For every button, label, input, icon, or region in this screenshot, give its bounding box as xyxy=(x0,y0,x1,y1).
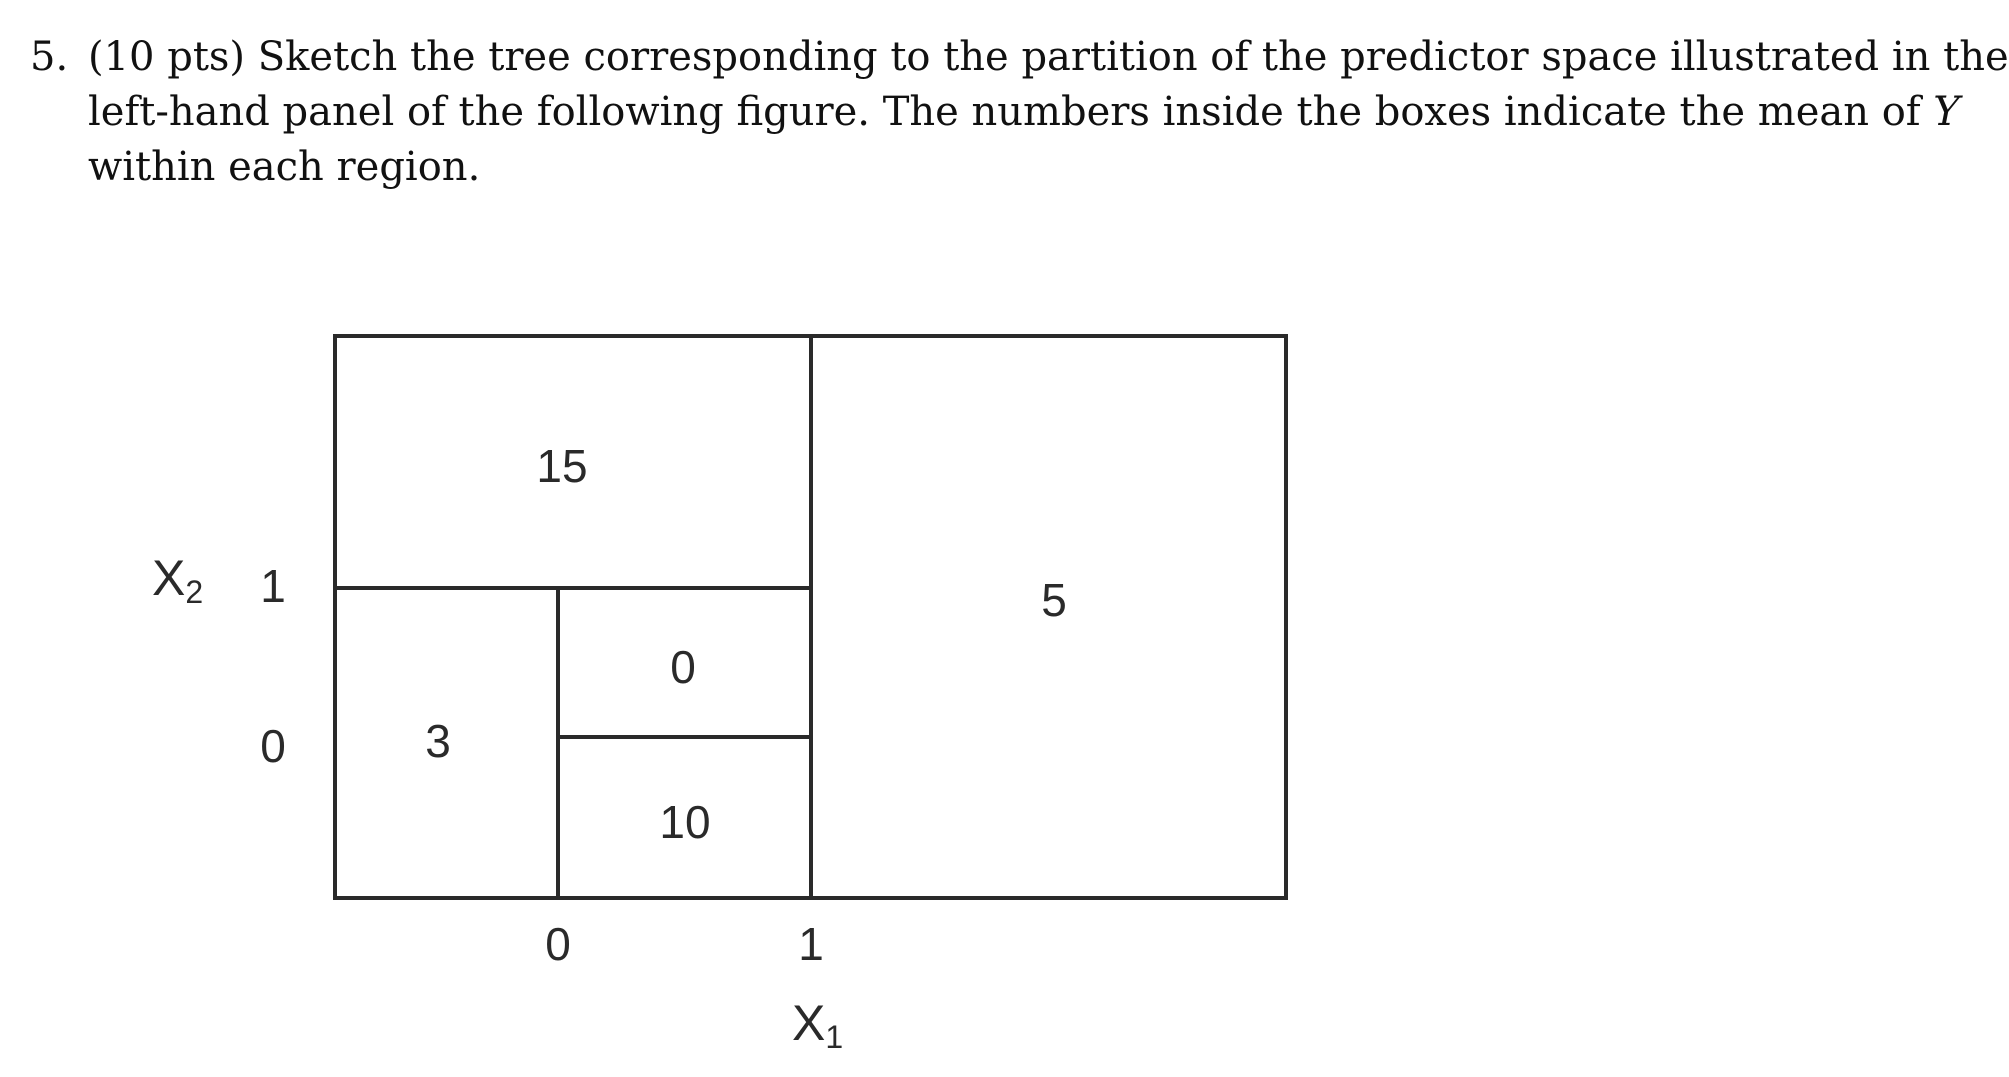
problem-line-2-text: left-hand panel of the following figure. The numbers inside the boxes indicate the mean of xyxy=(88,89,1921,135)
region-value-middle-upper: 0 xyxy=(670,641,696,693)
x-axis-tick-0: 0 xyxy=(545,918,571,970)
y-axis-tick-1: 1 xyxy=(260,560,286,612)
region-value-right: 5 xyxy=(1041,574,1067,626)
response-variable: Y xyxy=(1933,89,1960,135)
problem-number: 5. xyxy=(30,34,69,80)
region-value-bottom-left: 3 xyxy=(425,715,451,767)
problem-points: (10 pts) xyxy=(88,34,246,80)
problem-line-3-text: within each region. xyxy=(88,144,481,190)
region-value-top-left: 15 xyxy=(536,440,588,492)
y-axis-label: X2 xyxy=(152,550,204,610)
x-axis-tick-1: 1 xyxy=(798,918,824,970)
region-value-middle-lower: 10 xyxy=(659,796,711,848)
problem-line-1-text: Sketch the tree corresponding to the partition of the predictor space illustrated in the xyxy=(257,34,2009,80)
x-axis-label: X1 xyxy=(792,995,844,1055)
y-axis-tick-0: 0 xyxy=(260,720,286,772)
